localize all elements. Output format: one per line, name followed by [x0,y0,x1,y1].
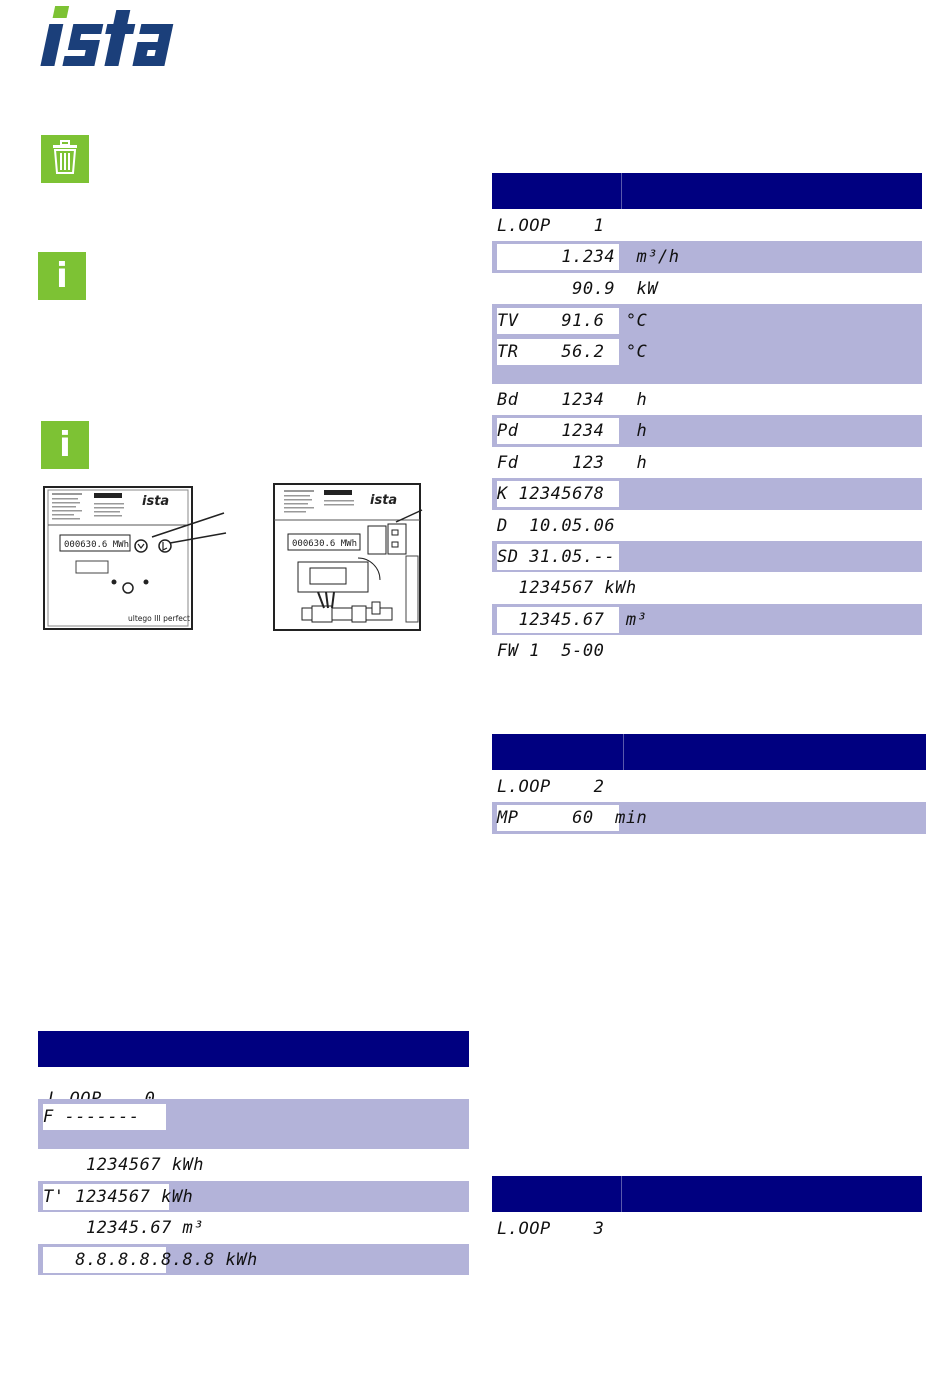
table-row [492,273,922,304]
lcd-display: 1234567 kWh [43,1152,169,1178]
table-header [492,1176,922,1212]
lcd-display: Fd 123 h [497,450,619,476]
lcd-display: 1234567 kWh [497,575,619,601]
lcd-display: D 10.05.06 [497,513,619,539]
loop1-table [492,173,922,669]
table-header [492,173,922,209]
lcd-display: L.OOP 1 [497,213,619,239]
table-row [492,478,922,510]
lcd-display: 12345.67 m³ [497,607,619,633]
table-header [38,1031,469,1067]
device-brand: ista [142,494,170,509]
ista-logo [38,2,184,70]
info-tile-1 [38,252,86,300]
table-row [492,510,922,541]
info-icon: i [59,425,71,465]
device-brand: ista [370,493,398,508]
lcd-display: FW 1 5-00 [497,638,619,664]
lcd-display: SD 31.05.-- [497,544,619,570]
lcd-display: F ------- [43,1104,166,1130]
lcd-display: 90.9 kW [497,276,619,302]
table-header [492,734,926,770]
lcd-display: L.OOP 3 [497,1216,619,1242]
device-display: 000630.6 MWh [292,539,358,549]
lcd-display: T' 1234567 kWh [43,1184,169,1210]
table-row [492,802,926,834]
meter-open-illustration [272,482,424,632]
table-row [38,1099,469,1149]
table-row [492,635,922,667]
lcd-display: TV 91.6 °C [497,308,619,334]
lcd-display: 1.234 m³/h [497,244,619,270]
table-row [492,241,922,273]
trash-icon [50,139,80,179]
device-display: 000630.6 MWh [64,540,130,550]
lcd-display: L.OOP 2 [497,774,619,800]
table-row [492,415,922,447]
lcd-display: Bd 1234 h [497,387,619,413]
table-row [492,384,922,415]
lcd-display: 8.8.8.8.8.8.8 kWh [43,1247,166,1273]
table-row [492,447,922,478]
info-tile-2 [41,421,89,469]
table-row [492,210,922,241]
table-row [38,1181,469,1212]
table-row [492,541,922,572]
table-row [492,771,926,802]
table-row [38,1149,469,1181]
lcd-display: TR 56.2 °C [497,339,619,365]
lcd-display: Pd 1234 h [497,418,619,444]
loop2-table [492,734,926,834]
info-icon: i [56,256,68,296]
lcd-display: K 12345678 [497,481,619,507]
table-row [492,1213,922,1244]
lcd-display: MP 60 min [497,805,619,831]
lcd-display: 12345.67 m³ [43,1215,169,1241]
table-row [492,572,922,604]
table-row [38,1244,469,1275]
meter-front-illustration [42,485,232,633]
device-footer: ultego III perfect [128,614,190,623]
loop0-table [38,1031,469,1276]
disposal-tile [41,135,89,183]
table-row [492,304,922,384]
table-row [38,1212,469,1244]
table-row [492,604,922,635]
loop3-table [492,1176,922,1246]
